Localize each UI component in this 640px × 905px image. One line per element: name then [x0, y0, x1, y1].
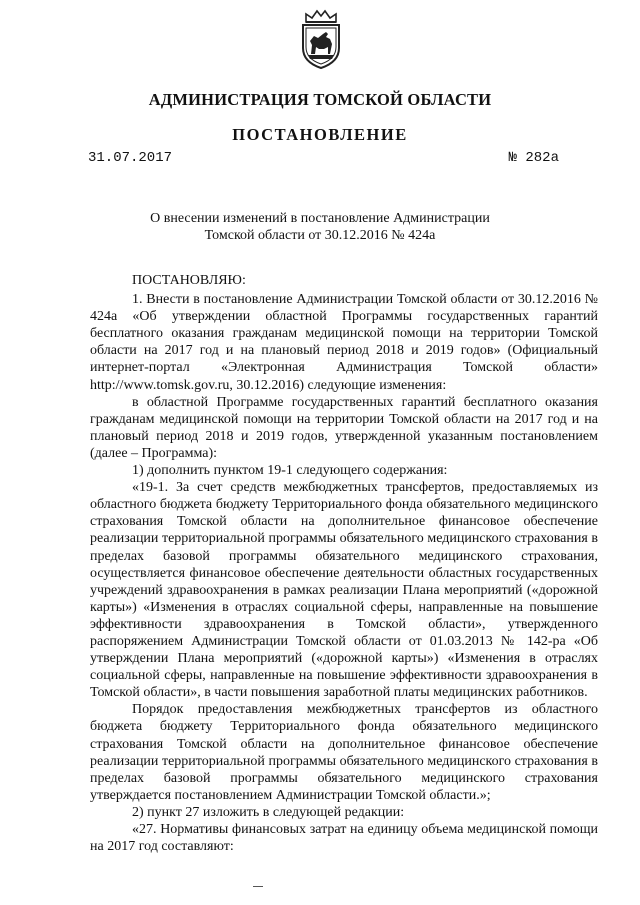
paragraph-5: Порядок предоставления межбюджетных трансфертов из областного бюджета бюджету Территориального фонда обязательного медицинского страхования Томской области на дополнительное финансовое обеспечение реализации территориальной программы обязательного медицинского страхования в пределах базовой программы обязательного медицинского страхования утверждается постановлением Администрации Томской области.»;	[90, 702, 598, 803]
paragraph-1: 1. Внести в постановление Администрации Томской области от 30.12.2016 № 424а «Об утверждении областной Программы государственных гарантий бесплатного оказания гражданам медицинской помощи на территории Томской области на 2017 год и на плановый период 2018 и 2019 годов» (Официальный интернет-портал «Электронная Администрация Томской области» http://www.tomsk.gov.ru, 30.12.2016) следующие изменения:	[90, 292, 598, 393]
paragraph-3: 1) дополнить пунктом 19-1 следующего содержания:	[132, 463, 448, 479]
tomsk-coat-of-arms-icon	[297, 8, 345, 70]
subject-line-1: О внесении изменений в постановление Администрации	[150, 211, 490, 226]
document-date: 31.07.2017	[88, 150, 173, 166]
document-type-title: ПОСТАНОВЛЕНИЕ	[232, 125, 408, 144]
organization-title: АДМИНИСТРАЦИЯ ТОМСКОЙ ОБЛАСТИ	[148, 90, 492, 109]
paragraph-6: 2) пункт 27 изложить в следующей редакции:	[132, 804, 405, 820]
document-subject	[0, 210, 640, 244]
paragraph-2: в областной Программе государственных гарантий бесплатного оказания гражданам медицинской помощи на территории Томской области на 2017 год и на плановый период 2018 и 2019 годов, утвержденной указанным постановлением (далее – Программа):	[90, 394, 598, 461]
document-body	[90, 272, 598, 855]
page-footer-mark	[253, 886, 263, 887]
paragraph-4: «19-1. За счет средств межбюджетных трансфертов, предоставляемых из областного бюджета бюджету Территориального фонда обязательного медицинского страхования Томской области на дополнительное финансовое обеспечение реализации территориальной программы обязательного медицинского страхования в пределах базовой программы обязательного медицинского страхования, осуществляется финансовое обеспечение деятельности областных государственных учреждений здравоохранения в рамках реализации Плана мероприятий («дорожной карты») «Изменения в отраслях социальной сферы, направленные на повышение эффективности здравоохранения в Томской области», утвержденного распоряжением Администрации Томской области от 01.03.2013 № 142-ра «Об утверждении Плана мероприятий («дорожной карты») «Изменения в отраслях социальной сферы, направленные на повышение эффективности здравоохранения в Томской области», в части повышения заработной платы медицинских работников.	[90, 480, 598, 701]
paragraph-7: «27. Нормативы финансовых затрат на единицу объема медицинской помощи на 2017 год составляют:	[90, 822, 598, 855]
resolution-heading: ПОСТАНОВЛЯЮ:	[132, 273, 246, 288]
document-number: № 282а	[508, 150, 559, 166]
subject-line-2: Томской области от 30.12.2016 № 424а	[204, 228, 436, 243]
